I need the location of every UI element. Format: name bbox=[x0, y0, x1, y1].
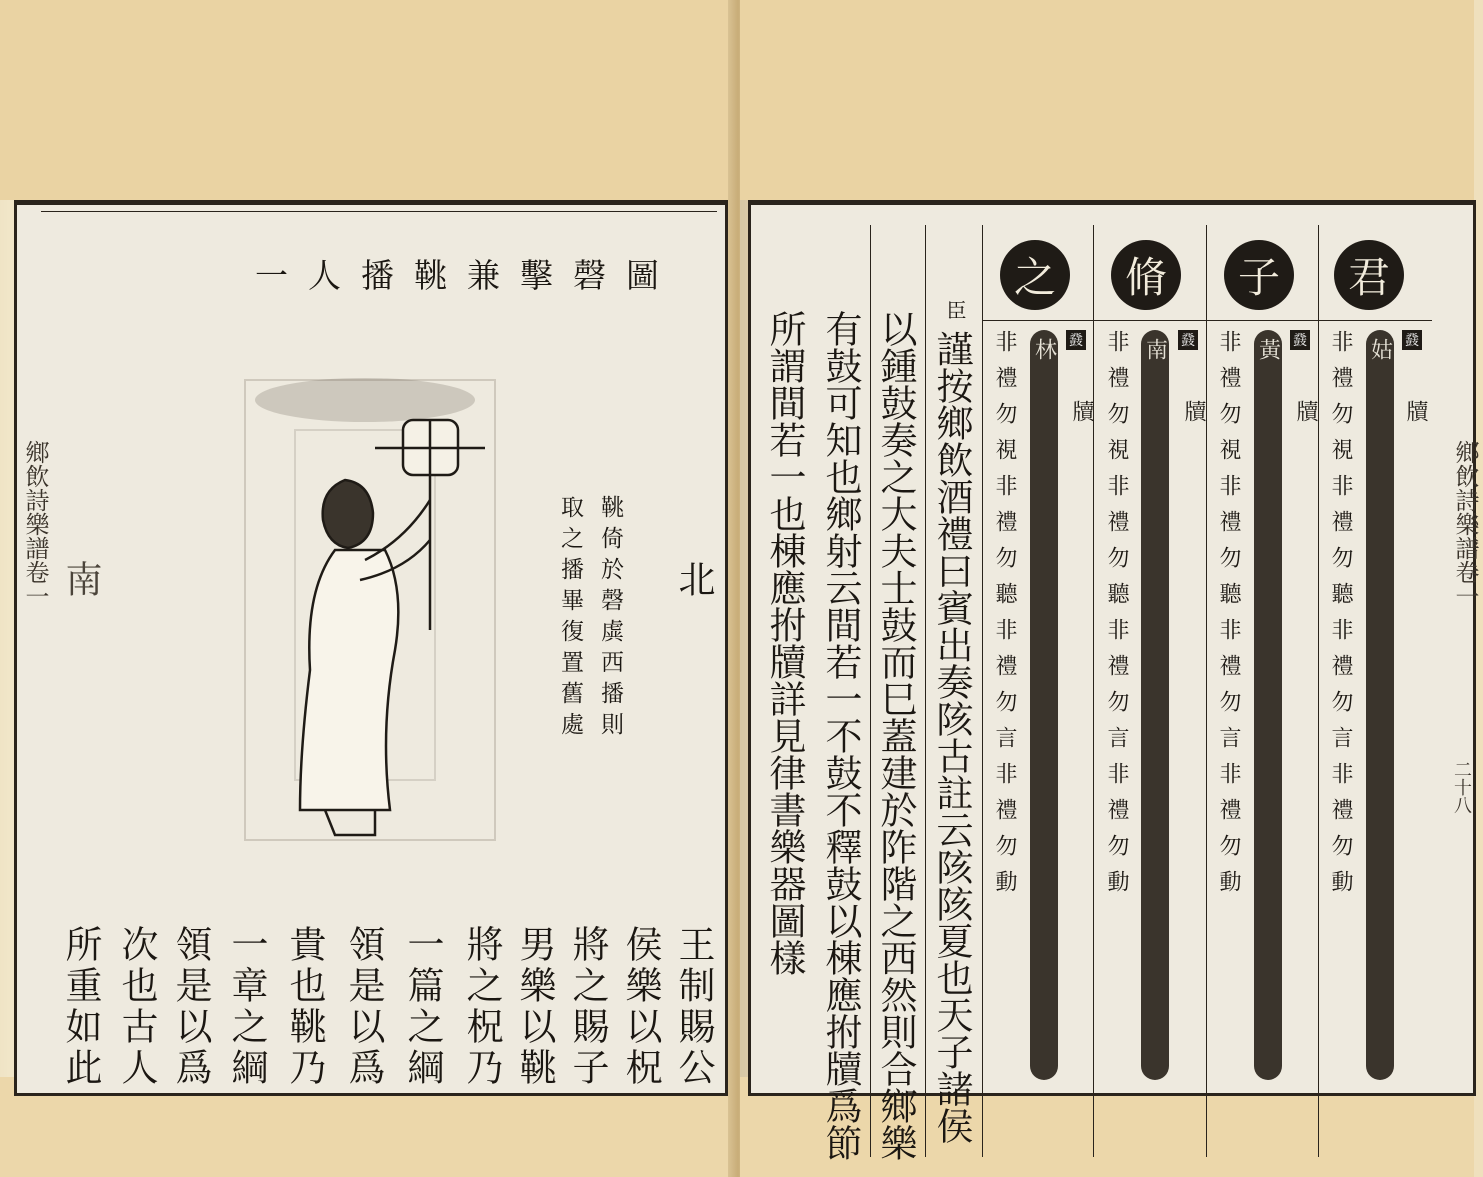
pitch-note: 姑 bbox=[1367, 338, 1393, 371]
lyric-line: 非禮勿視非禮勿聽非禮勿言非禮勿動 bbox=[992, 330, 1017, 906]
drum-badge: 鼗 bbox=[1066, 330, 1086, 350]
text-column: 領是以爲 bbox=[342, 925, 385, 1089]
text-column: 所重如此 bbox=[59, 925, 102, 1089]
right-edge-text: 鄉飲詩樂譜卷一 bbox=[1451, 440, 1479, 608]
caption-col-2: 取之播畢復置舊處 bbox=[557, 495, 583, 743]
commentary-column: 謹按鄉飲酒禮曰賓出奏陔古註云陔陔夏也天子諸侯 bbox=[930, 330, 973, 1144]
commentary-column: 以鍾鼓奏之大夫士鼓而巳蓋建於阼階之西然則合鄉樂 bbox=[874, 310, 917, 1161]
text-column: 次也古人 bbox=[115, 925, 158, 1089]
illustration-title: 一人播鞉兼擊磬圖 bbox=[255, 256, 679, 295]
pitch-bar bbox=[1254, 330, 1282, 1080]
text-column: 貴也鞉乃 bbox=[283, 925, 326, 1089]
drum-mark: 牘 bbox=[1181, 400, 1206, 422]
pitch-note: 林 bbox=[1031, 338, 1057, 371]
subject-mark: 臣 bbox=[943, 300, 967, 324]
drum-badge: 鼗 bbox=[1290, 330, 1310, 350]
commentary-column: 所謂間若一也棟應拊牘詳見律書樂器圖樣 bbox=[763, 310, 806, 976]
lyric-char-seal: 君 bbox=[1334, 240, 1404, 310]
text-column: 一篇之綱 bbox=[401, 925, 444, 1089]
drum-player-illustration bbox=[185, 350, 575, 840]
lyric-line: 非禮勿視非禮勿聽非禮勿言非禮勿動 bbox=[1328, 330, 1353, 906]
drum-badge: 鼗 bbox=[1178, 330, 1198, 350]
left-edge-text: 鄉飲詩樂譜卷一 bbox=[21, 440, 49, 608]
south-label: 南 bbox=[59, 560, 102, 601]
lyric-char-seal: 子 bbox=[1224, 240, 1294, 310]
text-column: 王制賜公 bbox=[672, 925, 715, 1089]
text-column: 將之柷乃 bbox=[460, 925, 503, 1089]
commentary-column: 有鼓可知也鄉射云間若一不鼓不釋鼓以棟應拊牘爲節 bbox=[819, 310, 862, 1161]
text-column: 侯樂以柷 bbox=[619, 925, 662, 1089]
right-page-top-margin bbox=[740, 0, 1474, 200]
text-column: 領是以爲 bbox=[169, 925, 212, 1089]
pitch-note: 黃 bbox=[1255, 338, 1281, 371]
left-page-top-margin bbox=[0, 0, 738, 200]
left-page bbox=[0, 0, 738, 1177]
text-column: 男樂以鞉 bbox=[513, 925, 556, 1089]
text-column: 一章之綱 bbox=[225, 925, 268, 1089]
drum-mark: 牘 bbox=[1069, 400, 1094, 422]
drum-badge: 鼗 bbox=[1402, 330, 1422, 350]
drum-mark: 牘 bbox=[1293, 400, 1318, 422]
text-column: 將之賜子 bbox=[566, 925, 609, 1089]
pitch-bar bbox=[1366, 330, 1394, 1080]
pitch-note: 南 bbox=[1142, 338, 1168, 371]
drum-mark: 牘 bbox=[1403, 400, 1428, 422]
caption-col-1: 鞉倚於磬虡西播則 bbox=[597, 495, 623, 743]
lyric-char-seal: 之 bbox=[1000, 240, 1070, 310]
frame-top-rule bbox=[41, 211, 717, 212]
north-label: 北 bbox=[672, 560, 715, 601]
lyric-line: 非禮勿視非禮勿聽非禮勿言非禮勿動 bbox=[1216, 330, 1241, 906]
pitch-bar bbox=[1030, 330, 1058, 1080]
pitch-bar bbox=[1141, 330, 1169, 1080]
lyric-char-seal: 脩 bbox=[1111, 240, 1181, 310]
page-number: 二十八 bbox=[1451, 760, 1472, 814]
lyric-line: 非禮勿視非禮勿聽非禮勿言非禮勿動 bbox=[1104, 330, 1129, 906]
